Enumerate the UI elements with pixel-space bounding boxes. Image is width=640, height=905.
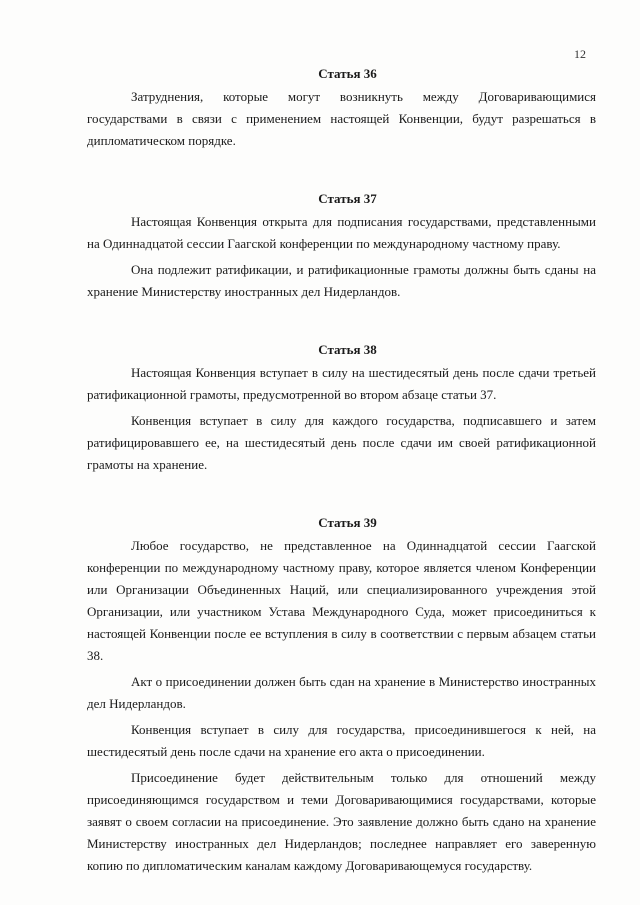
- article-39: [87, 513, 596, 877]
- article-paragraph: Настоящая Конвенция вступает в силу на шестидесятый день после сдачи третьей ратификационной грамоты, предусмотренной во втором абзаце статьи 37.: [87, 365, 596, 402]
- section-spacer: [87, 307, 596, 340]
- article-paragraph: Конвенция вступает в силу для каждого государства, подписавшего и затем ратифицировавшего ее, на шестидесятый день после сдачи им своей ратификационной грамоты на хранение.: [87, 413, 596, 472]
- article-paragraph: Настоящая Конвенция открыта для подписания государствами, представленными на Одиннадцатой сессии Гаагской конференции по международному частному праву.: [87, 214, 596, 251]
- document-body: [87, 64, 596, 881]
- article-paragraph: Затруднения, которые могут возникнуть между Договаривающимися государствами в связи с применением настоящей Конвенции, будут разрешаться в дипломатическом порядке.: [87, 89, 596, 148]
- article-title: Статья 39: [318, 515, 377, 530]
- article-title: Статья 36: [318, 66, 377, 81]
- article-paragraph: Акт о присоединении должен быть сдан на хранение в Министерство иностранных дел Нидерландов.: [87, 674, 596, 711]
- article-paragraph: Она подлежит ратификации, и ратификационные грамоты должны быть сданы на хранение Министерству иностранных дел Нидерландов.: [87, 262, 596, 299]
- section-spacer: [87, 156, 596, 189]
- page-number: 12: [574, 47, 586, 61]
- article-paragraph: Любое государство, не представленное на Одиннадцатой сессии Гаагской конференции по международному частному праву, которое является членом Конференции или Организации Объединенных Наций, или специализированного учреждения этой Организации, или участником Устава Международного Суда, может присоединиться к настоящей Конвенции после ее вступления в силу в соответствии с первым абзацем статьи 38.: [87, 538, 596, 663]
- section-spacer: [87, 480, 596, 513]
- article-paragraph: Присоединение будет действительным только для отношений между присоединяющимся государством и теми Договаривающимися государствами, которые заявят о своем согласии на присоединение. Это заявление должно быть сдано на хранение Министерству иностранных дел Нидерландов; последнее направляет его заверенную копию по дипломатическим каналам каждому Договаривающемуся государству.: [87, 770, 596, 873]
- article-paragraph: Конвенция вступает в силу для государства, присоединившегося к ней, на шестидесятый день после сдачи на хранение его акта о присоединении.: [87, 722, 596, 759]
- article-title: Статья 37: [318, 191, 377, 206]
- article-36: [87, 64, 596, 152]
- article-title: Статья 38: [318, 342, 377, 357]
- article-37: [87, 189, 596, 303]
- article-38: [87, 340, 596, 476]
